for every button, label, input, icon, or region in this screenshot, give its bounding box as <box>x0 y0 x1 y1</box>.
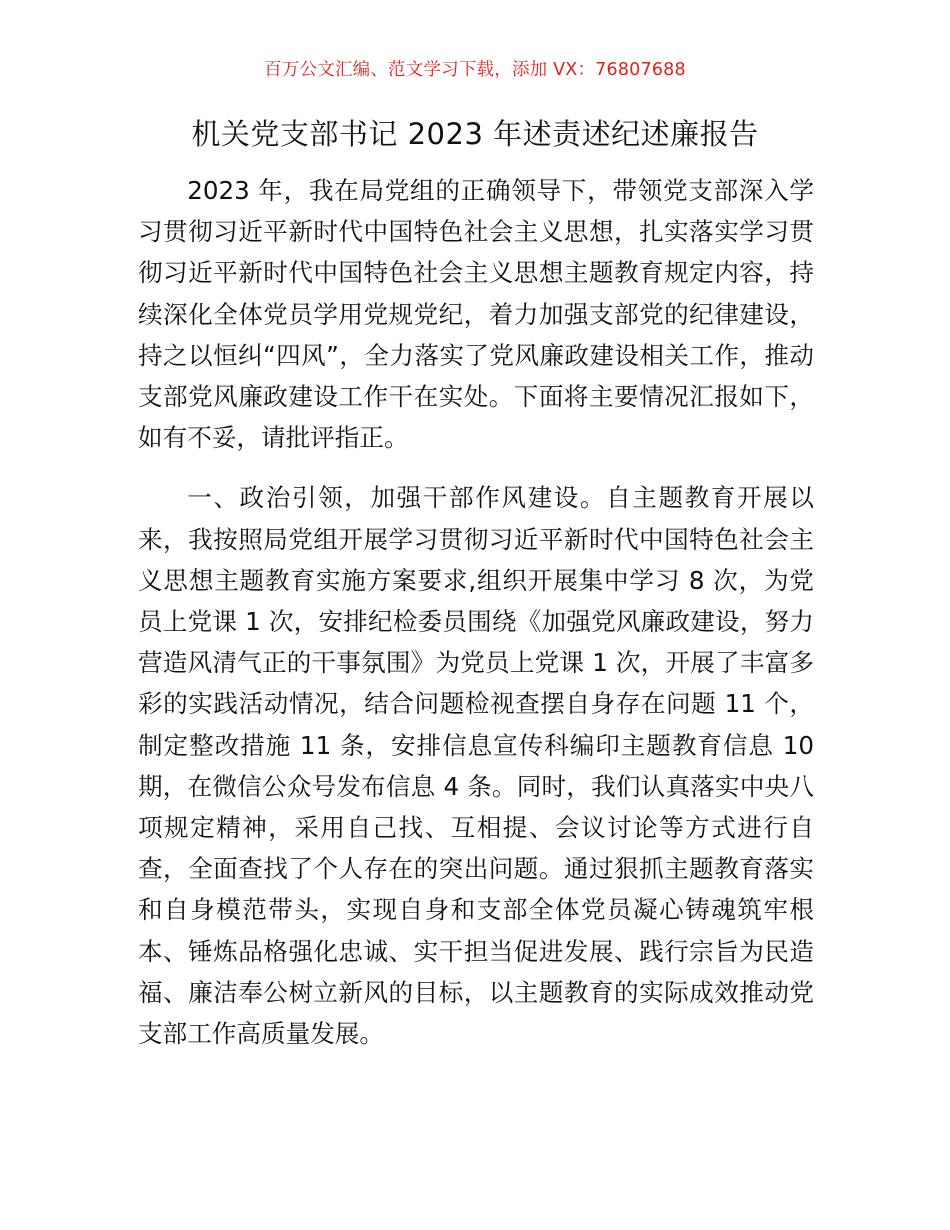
paragraph-intro: 2023 年，我在局党组的正确领导下，带领党支部深入学习贯彻习近平新时代中国特色社会主义思想，扎实落实学习贯彻习近平新时代中国特色社会主义思想主题教育规定内容，持续深化全体党员学用党规党纪，着力加强支部党的纪律建设，持之以恒纠“四风”，全力落实了党风廉政建设相关工作，推动支部党风廉政建设工作干在实处。下面将主要情况汇报如下，如有不妥，请批评指正。 <box>138 176 814 453</box>
document-body <box>138 170 814 1054</box>
paragraph-section-one: 一、政治引领，加强干部作风建设。自主题教育开展以来，我按照局党组开展学习贯彻习近平新时代中国特色社会主义思想主题教育实施方案要求,组织开展集中学习 8 次，为党员上党课 1 次，安排纪检委员围绕《加强党风廉政建设，努力营造风清气正的干事氛围》为党员上党课 1 次，开展了丰富多彩的实践活动情况，结合问题检视查摆自身存在问题 11 个，制定整改措施 11 条，安排信息宣传科编印主题教育信息 10 期，在微信公众号发布信息 4 条。同时，我们认真落实中央八项规定精神，采用自己找、互相提、会议讨论等方式进行自查，全面查找了个人存在的突出问题。通过狠抓主题教育落实和自身模范带头，实现自身和支部全体党员凝心铸魂筑牢根本、锤炼品格强化忠诚、实干担当促进发展、践行宗旨为民造福、廉洁奉公树立新风的目标，以主题教育的实际成效推动党支部工作高质量发展。 <box>138 483 814 1049</box>
document-title: 机关党支部书记 2023 年述责述纪述廉报告 <box>191 117 759 151</box>
header-notice: 百万公文汇编、范文学习下载，添加 VX：76807688 <box>264 60 686 80</box>
